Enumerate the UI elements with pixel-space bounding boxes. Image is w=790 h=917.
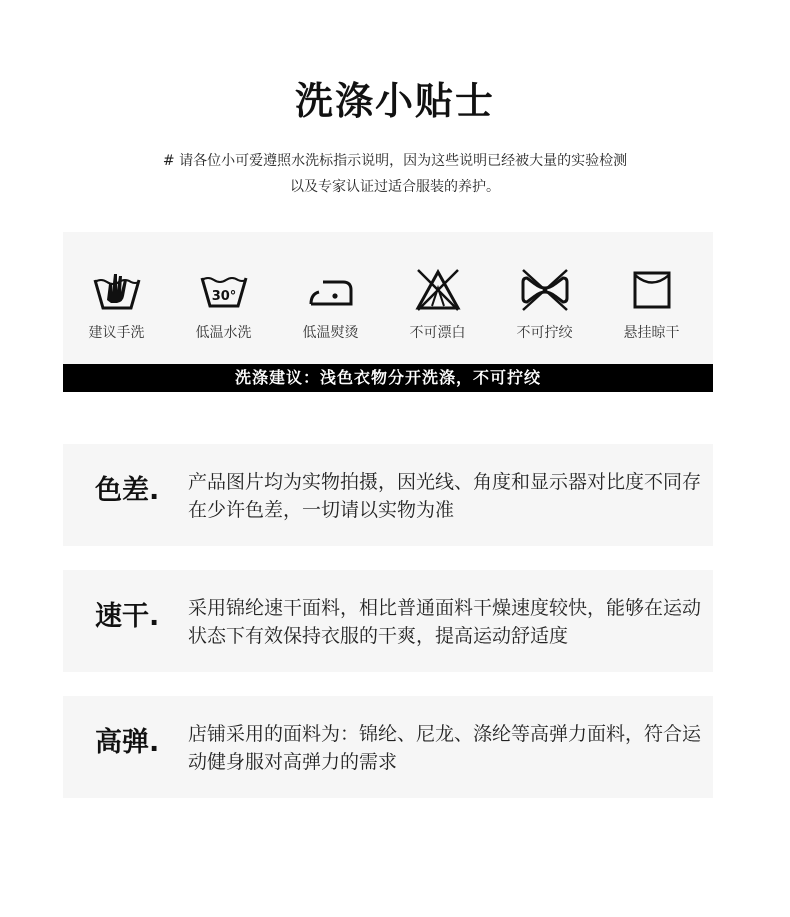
feature-title: 高弹. (95, 727, 160, 758)
wash-30-icon (198, 268, 250, 312)
hang-dry-icon (626, 268, 678, 312)
page-title: 洗涤小贴士 (294, 79, 495, 123)
care-symbols-panel (63, 232, 713, 392)
care-item-wash-30 (170, 268, 277, 342)
hand-wash-icon (91, 268, 143, 312)
care-item-hang-dry (598, 268, 705, 342)
care-item-hand-wash (63, 268, 170, 342)
no-bleach-icon (412, 268, 464, 312)
feature-title: 速干. (95, 601, 160, 632)
low-iron-icon (305, 268, 357, 312)
care-item-low-iron (277, 268, 384, 342)
feature-color-difference (63, 444, 713, 546)
no-wring-icon (519, 268, 571, 312)
intro-line-1: # 请各位小可爱遵照水洗标指示说明，因为这些说明已经被大量的实验检测 (162, 153, 628, 169)
intro-text (60, 148, 730, 200)
care-label: 悬挂晾干 (623, 325, 680, 341)
feature-title: 色差. (95, 475, 160, 506)
care-item-no-bleach (384, 268, 491, 342)
care-label: 不可漂白 (409, 325, 466, 341)
feature-high-elastic (63, 696, 713, 798)
feature-text: 产品图片均为实物拍摄，因光线、角度和显示器对比度不同存在少许色差，一切请以实物为准 (188, 471, 702, 521)
care-label: 建议手洗 (88, 325, 145, 341)
feature-text: 采用锦纶速干面料，相比普通面料干燥速度较快，能够在运动状态下有效保持衣服的干爽，提高运动舒适度 (188, 597, 702, 647)
feature-quick-dry (63, 570, 713, 672)
feature-text: 店铺采用的面料为：锦纶、尼龙、涤纶等高弹力面料，符合运动健身服对高弹力的需求 (188, 723, 702, 773)
care-label: 不可拧绞 (516, 325, 573, 341)
care-label: 低温水洗 (195, 325, 252, 341)
care-icons-row (63, 268, 713, 342)
care-item-no-wring (491, 268, 598, 342)
care-label: 低温熨烫 (302, 325, 359, 341)
intro-line-2: 以及专家认证过适合服装的养护。 (290, 179, 500, 195)
wash-advice-bar: 洗涤建议：浅色衣物分开洗涤，不可拧绞 (63, 364, 713, 392)
wash-temp-label: 30° (211, 289, 236, 304)
